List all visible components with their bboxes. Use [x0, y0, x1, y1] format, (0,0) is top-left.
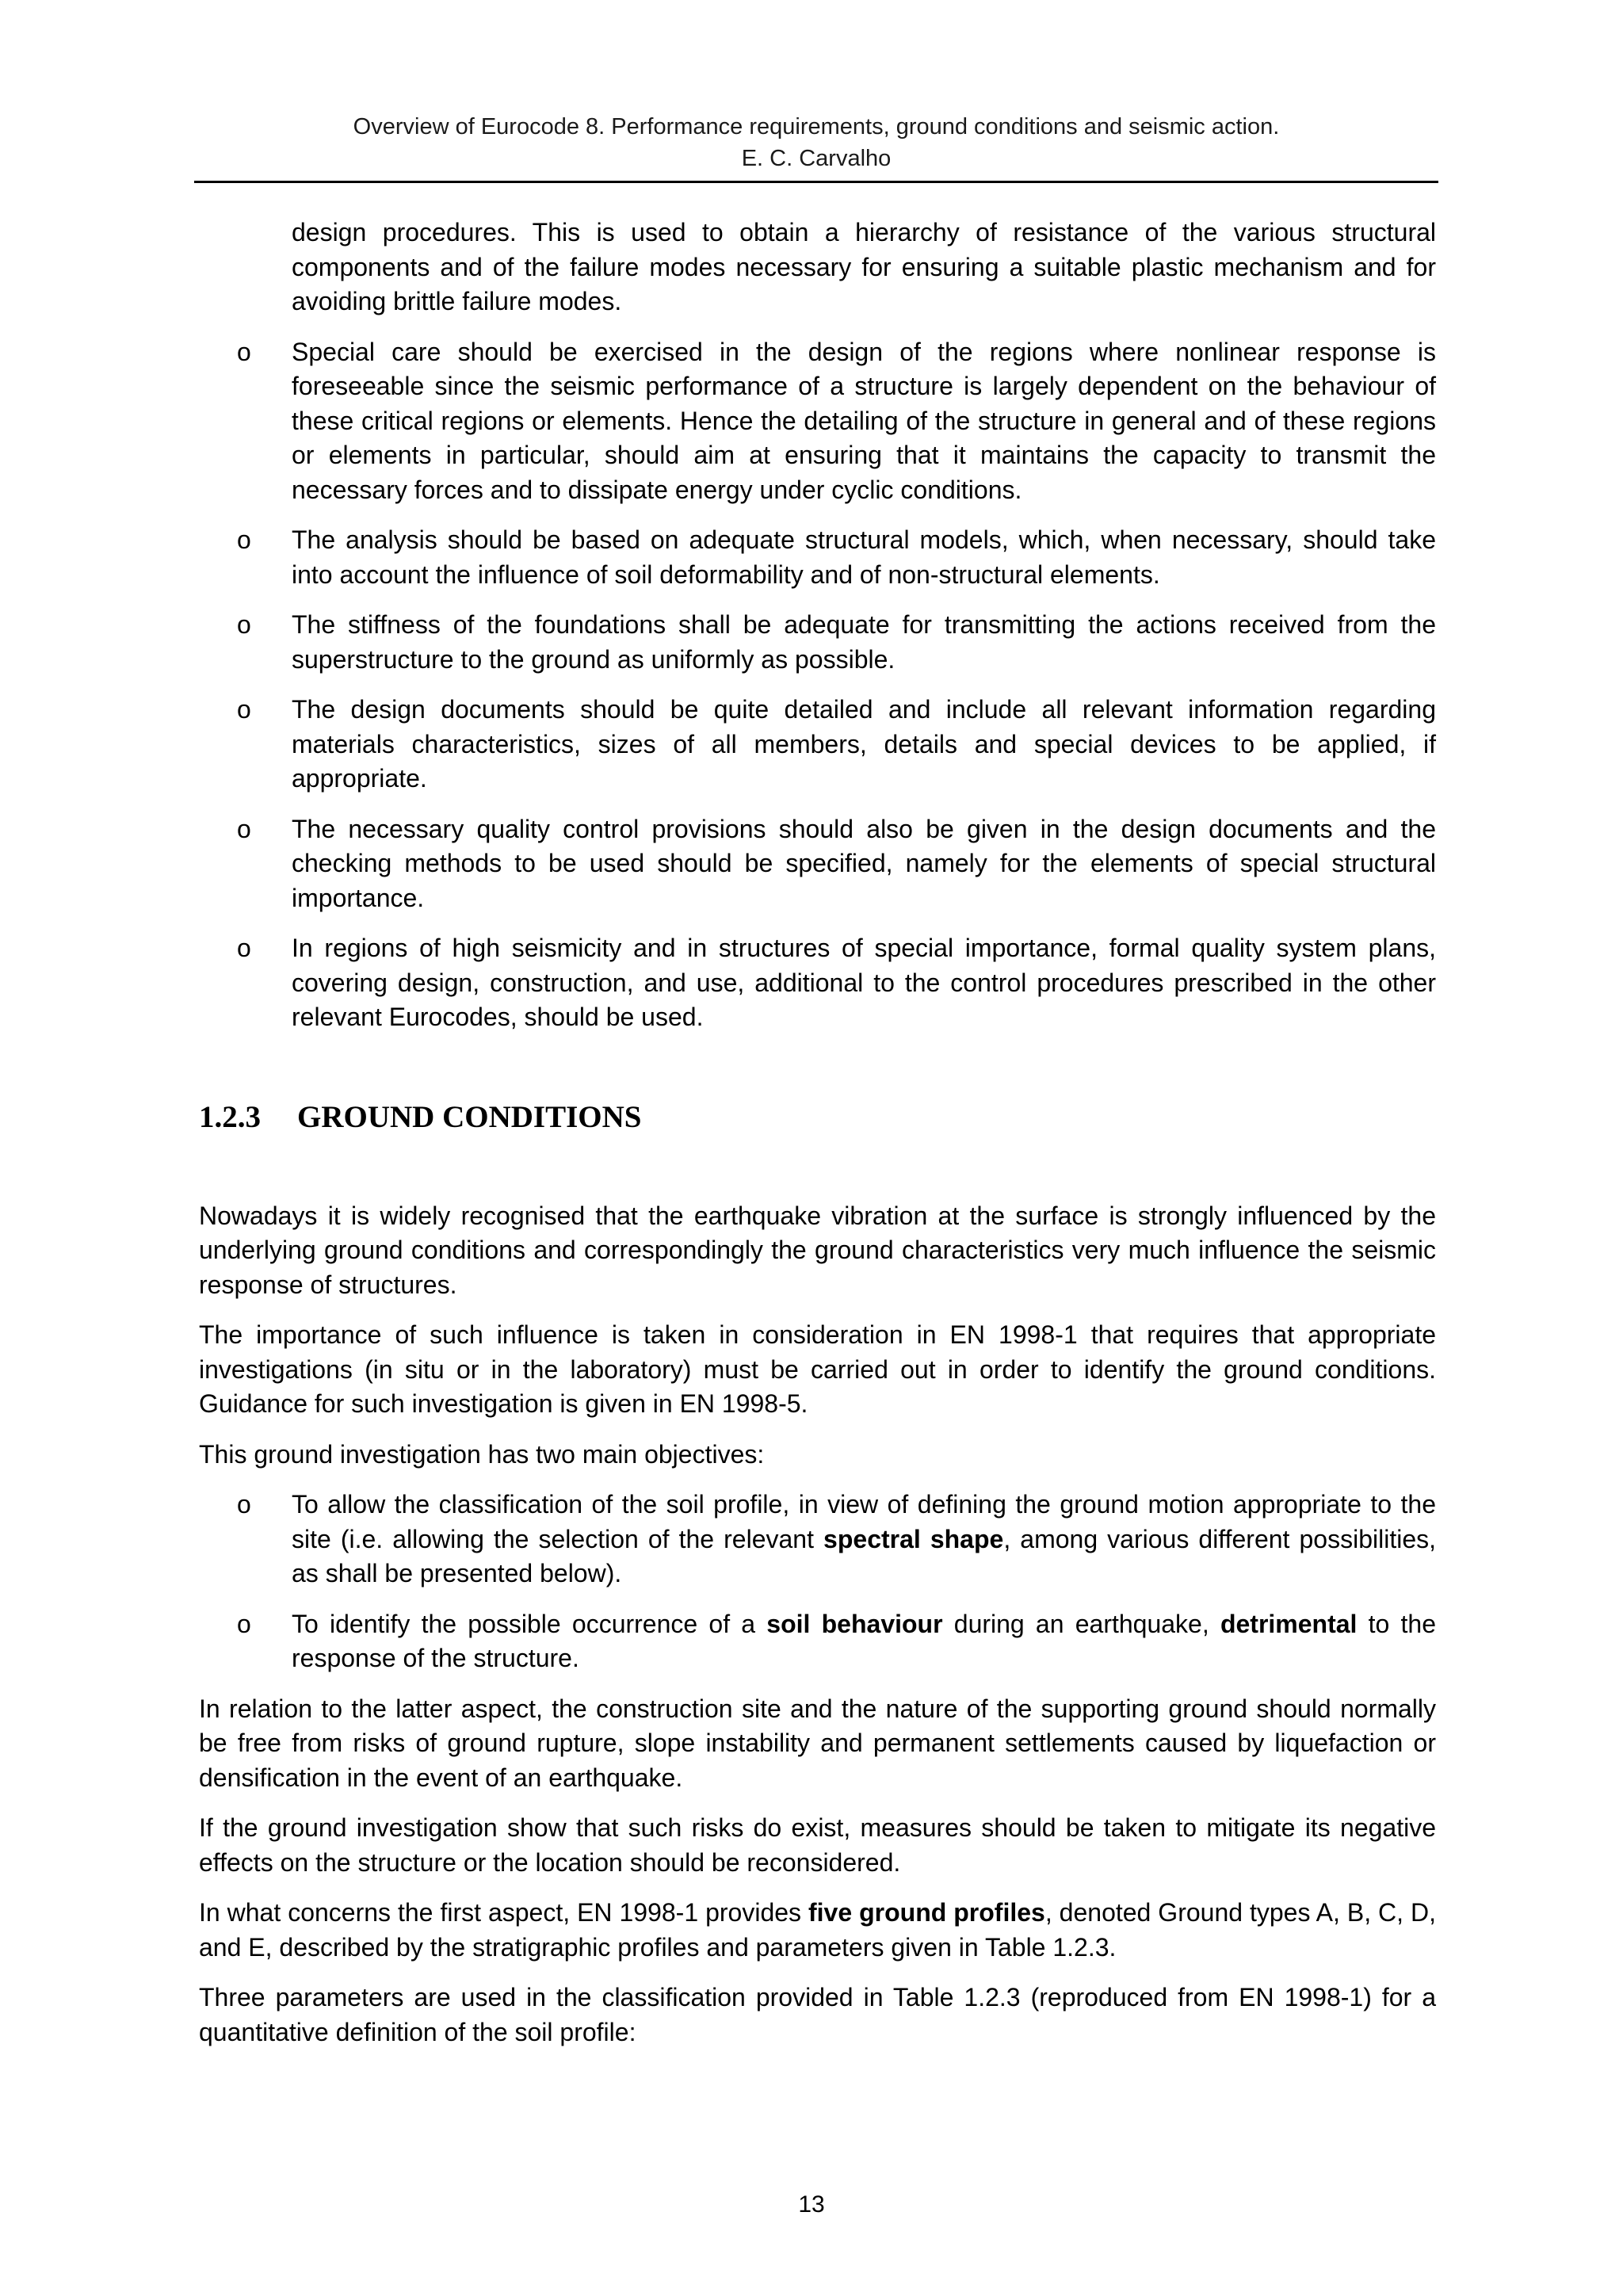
- bold-term: spectral shape: [823, 1524, 1004, 1553]
- bullet-text: In regions of high seismicity and in structures of special importance, formal quality system plans, covering design, construction, and use, additional to the control procedures prescribed in the other relevant Eurocodes, should be used.: [292, 934, 1436, 1031]
- bullet-text: Special care should be exercised in the design of the regions where nonlinear response is foreseeable since the seismic performance of a structure is largely dependent on the behaviour of these critical regions or elements. Hence the detailing of the structure in general and of these regions or elements in particular, should aim at ensuring that it maintains the capacity to transmit the necessary forces and to dissipate energy under cyclic conditions.: [292, 337, 1436, 504]
- bullet-text: The design documents should be quite detailed and include all relevant information regarding materials characteristics, sizes of all members, details and special devices to be applied, if appropriate.: [292, 695, 1436, 793]
- paragraph: If the ground investigation show that such risks do exist, measures should be taken to mitigate its negative effects on the structure or the location should be reconsidered.: [199, 1813, 1436, 1877]
- paragraph: This ground investigation has two main objectives:: [199, 1439, 765, 1469]
- bullet-marker: o: [237, 525, 251, 554]
- bold-term: five ground profiles: [808, 1898, 1045, 1927]
- bullet-marker: o: [237, 814, 251, 843]
- continued-bullet-text: design procedures. This is used to obtain a hierarchy of resistance of the various structural components and of the failure modes necessary for ensuring a suitable plastic mechanism and for avoiding brittle failure modes.: [292, 218, 1436, 315]
- bullet-item: [199, 523, 1436, 592]
- paragraph: Three parameters are used in the classification provided in Table 1.2.3 (reproduced from EN 1998-1) for a quantitative definition of the soil profile:: [199, 1983, 1436, 2046]
- bullet-text: The necessary quality control provisions should also be given in the design documents and the checking methods to be used should be specified, namely for the elements of special structural importance.: [292, 814, 1436, 912]
- paragraph: In what concerns the first aspect, EN 1998-1 provides five ground profiles, denoted Ground types A, B, C, D, and E, described by the stratigraphic profiles and parameters given in Table 1.2.3.: [199, 1898, 1437, 1962]
- bullet-marker: o: [237, 695, 251, 724]
- bullet-item: [199, 608, 1436, 677]
- header-rule: [194, 181, 1438, 183]
- body-content: [199, 216, 1436, 2065]
- objective-item: [199, 1607, 1436, 1676]
- objective-text: To identify the possible occurrence of a soil behaviour during an earthquake, detrimental to the response of the structure.: [292, 1609, 1437, 1672]
- bullet-item: [199, 931, 1436, 1035]
- bullet-item: [199, 693, 1436, 797]
- header-title: Overview of Eurocode 8. Performance requirements, ground conditions and seismic action.: [353, 114, 1280, 139]
- bullet-marker: o: [237, 1609, 251, 1638]
- paragraph: In relation to the latter aspect, the construction site and the nature of the supporting ground should normally be free from risks of ground rupture, slope instability and permanent settlements caused by liquefaction or densification in the event of an earthquake.: [199, 1694, 1436, 1792]
- section-number: 1.2.3: [199, 1099, 261, 1134]
- bullet-marker: o: [237, 934, 251, 962]
- bullet-text: The analysis should be based on adequate structural models, which, when necessary, should take into account the influence of soil deformability and of non-structural elements.: [292, 525, 1436, 589]
- section-title: GROUND CONDITIONS: [297, 1099, 642, 1134]
- bullet-text: The stiffness of the foundations shall be adequate for transmitting the actions received from the superstructure to the ground as uniformly as possible.: [292, 610, 1436, 674]
- objective-text: To allow the classification of the soil profile, in view of defining the ground motion appropriate to the site (i.e. allowing the selection of the relevant spectral shape, among various different possibilities, as shall be presented below).: [292, 1490, 1437, 1587]
- objective-item: [199, 1488, 1436, 1591]
- paragraph: Nowadays it is widely recognised that the earthquake vibration at the surface is strongly influenced by the underlying ground conditions and correspondingly the ground characteristics very much influence the seismic response of structures.: [199, 1201, 1436, 1299]
- running-header: [194, 111, 1438, 174]
- header-author: E. C. Carvalho: [741, 146, 892, 171]
- bullet-item: [199, 335, 1436, 508]
- bullet-marker: o: [237, 610, 251, 639]
- section-heading: [199, 1099, 1436, 1136]
- bullet-marker: o: [237, 1490, 251, 1519]
- bullet-marker: o: [237, 337, 251, 366]
- bold-term: soil behaviour: [766, 1609, 943, 1638]
- bullet-item: [199, 812, 1436, 916]
- page-number: 13: [798, 2191, 825, 2218]
- paragraph: The importance of such influence is taken in consideration in EN 1998-1 that requires that appropriate investigations (in situ or in the laboratory) must be carried out in order to identify the ground conditions. Guidance for such investigation is given in EN 1998-5.: [199, 1320, 1436, 1418]
- bold-term: detrimental: [1220, 1609, 1358, 1638]
